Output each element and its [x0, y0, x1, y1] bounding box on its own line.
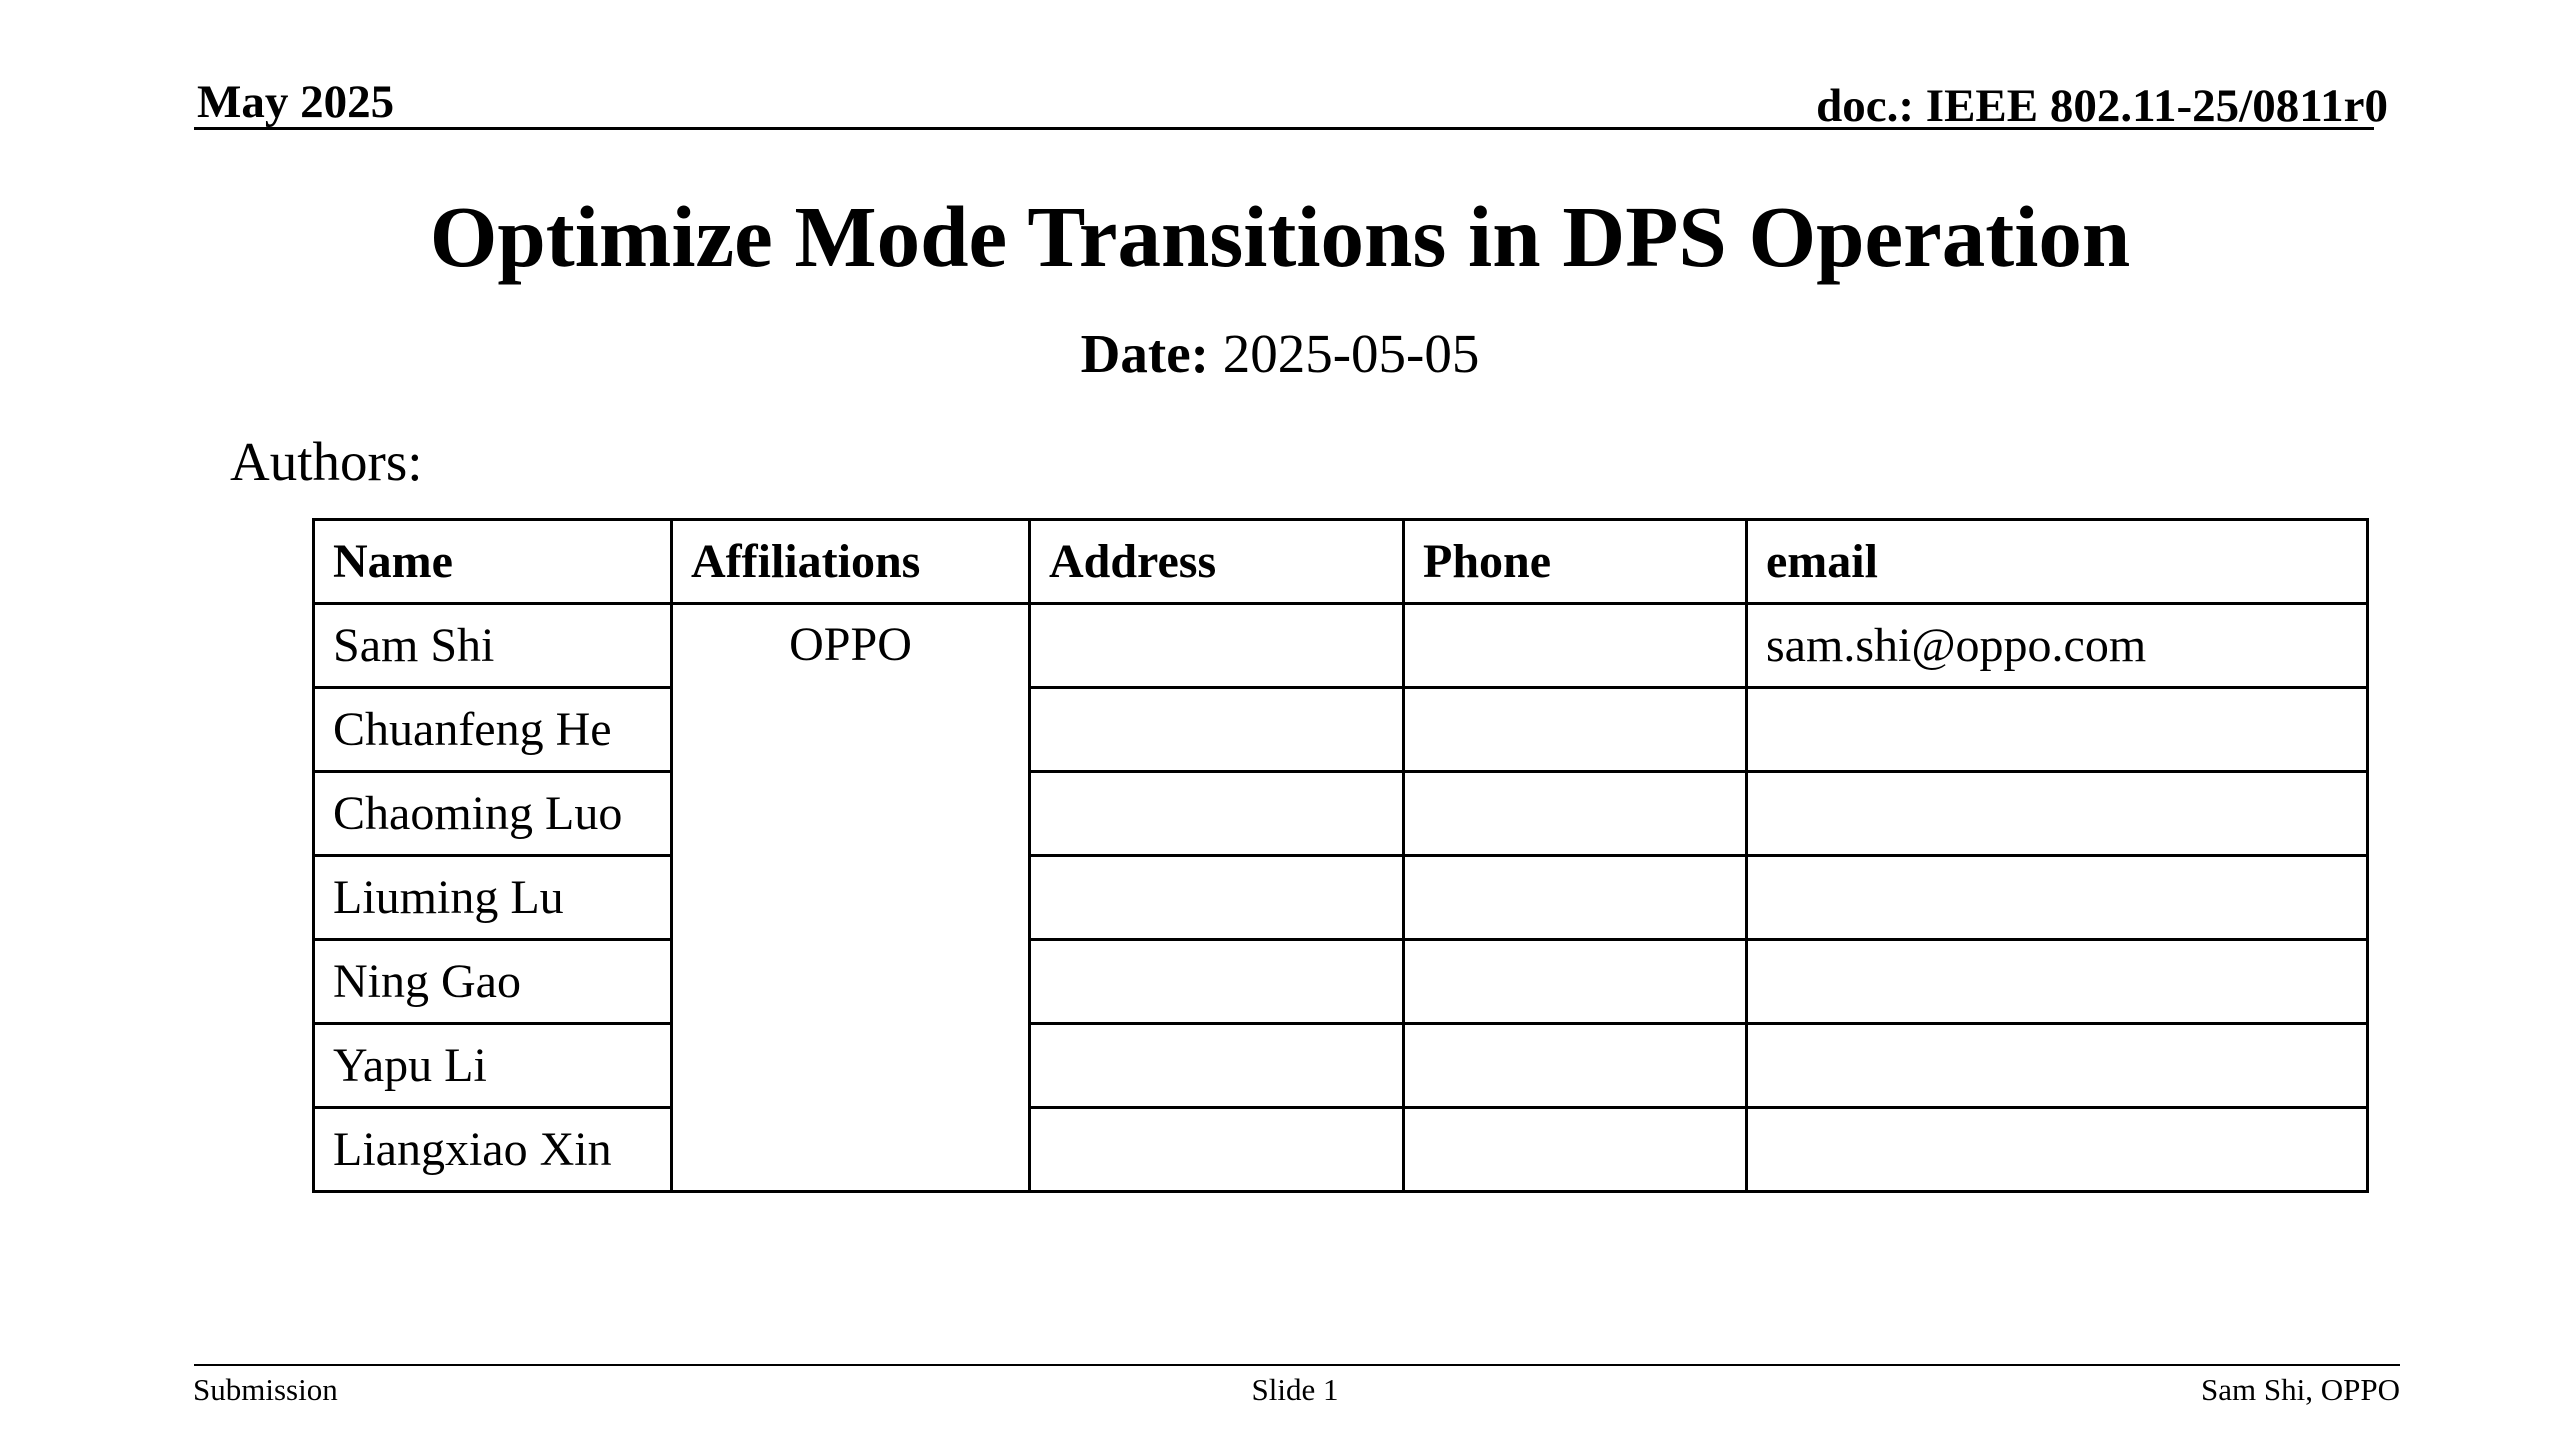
header-doc-id: doc.: IEEE 802.11-25/0811r0	[1816, 80, 2388, 132]
date-value: 2025-05-05	[1208, 323, 1480, 384]
author-email	[1747, 1108, 2368, 1192]
author-address	[1030, 688, 1404, 772]
slide-title: Optimize Mode Transitions in DPS Operation	[429, 188, 2131, 285]
author-phone	[1404, 1108, 1747, 1192]
table-row	[314, 1024, 2368, 1108]
table-header-row	[314, 520, 2368, 604]
author-address	[1030, 604, 1404, 688]
author-address	[1030, 772, 1404, 856]
column-header-affiliations: Affiliations	[672, 520, 1030, 604]
table-row	[314, 940, 2368, 1024]
author-address	[1030, 1108, 1404, 1192]
author-name: Ning Gao	[314, 940, 672, 1024]
date-line	[0, 320, 2560, 388]
author-phone	[1404, 604, 1747, 688]
author-name: Chuanfeng He	[314, 688, 672, 772]
table-row	[314, 772, 2368, 856]
footer-divider	[194, 1364, 2400, 1366]
author-phone	[1404, 940, 1747, 1024]
author-email	[1747, 1024, 2368, 1108]
column-header-phone: Phone	[1404, 520, 1747, 604]
author-address	[1030, 856, 1404, 940]
author-email	[1747, 688, 2368, 772]
author-email	[1747, 940, 2368, 1024]
column-header-address: Address	[1030, 520, 1404, 604]
authors-table	[312, 518, 2369, 1193]
author-name: Liuming Lu	[314, 856, 672, 940]
table-row	[314, 856, 2368, 940]
author-phone	[1404, 1024, 1747, 1108]
author-name: Chaoming Luo	[314, 772, 672, 856]
author-phone	[1404, 772, 1747, 856]
date-label: Date:	[1080, 323, 1209, 384]
author-email	[1747, 856, 2368, 940]
header-divider	[194, 127, 2374, 130]
author-address	[1030, 1024, 1404, 1108]
table-row	[314, 688, 2368, 772]
footer-submission: Submission	[193, 1372, 338, 1407]
author-name: Sam Shi	[314, 604, 672, 688]
table-row	[314, 1108, 2368, 1192]
author-affiliation: OPPO	[672, 604, 1030, 1192]
author-email	[1747, 772, 2368, 856]
footer-author: Sam Shi, OPPO	[2201, 1372, 2400, 1407]
author-address	[1030, 940, 1404, 1024]
author-email: sam.shi@oppo.com	[1747, 604, 2368, 688]
header-date: May 2025	[197, 76, 395, 128]
author-phone	[1404, 856, 1747, 940]
table-row	[314, 604, 2368, 688]
author-name: Liangxiao Xin	[314, 1108, 672, 1192]
author-name: Yapu Li	[314, 1024, 672, 1108]
footer-slide-number: Slide 1	[1251, 1372, 1339, 1407]
column-header-email: email	[1747, 520, 2368, 604]
authors-label: Authors:	[230, 431, 423, 492]
author-phone	[1404, 688, 1747, 772]
column-header-name: Name	[314, 520, 672, 604]
